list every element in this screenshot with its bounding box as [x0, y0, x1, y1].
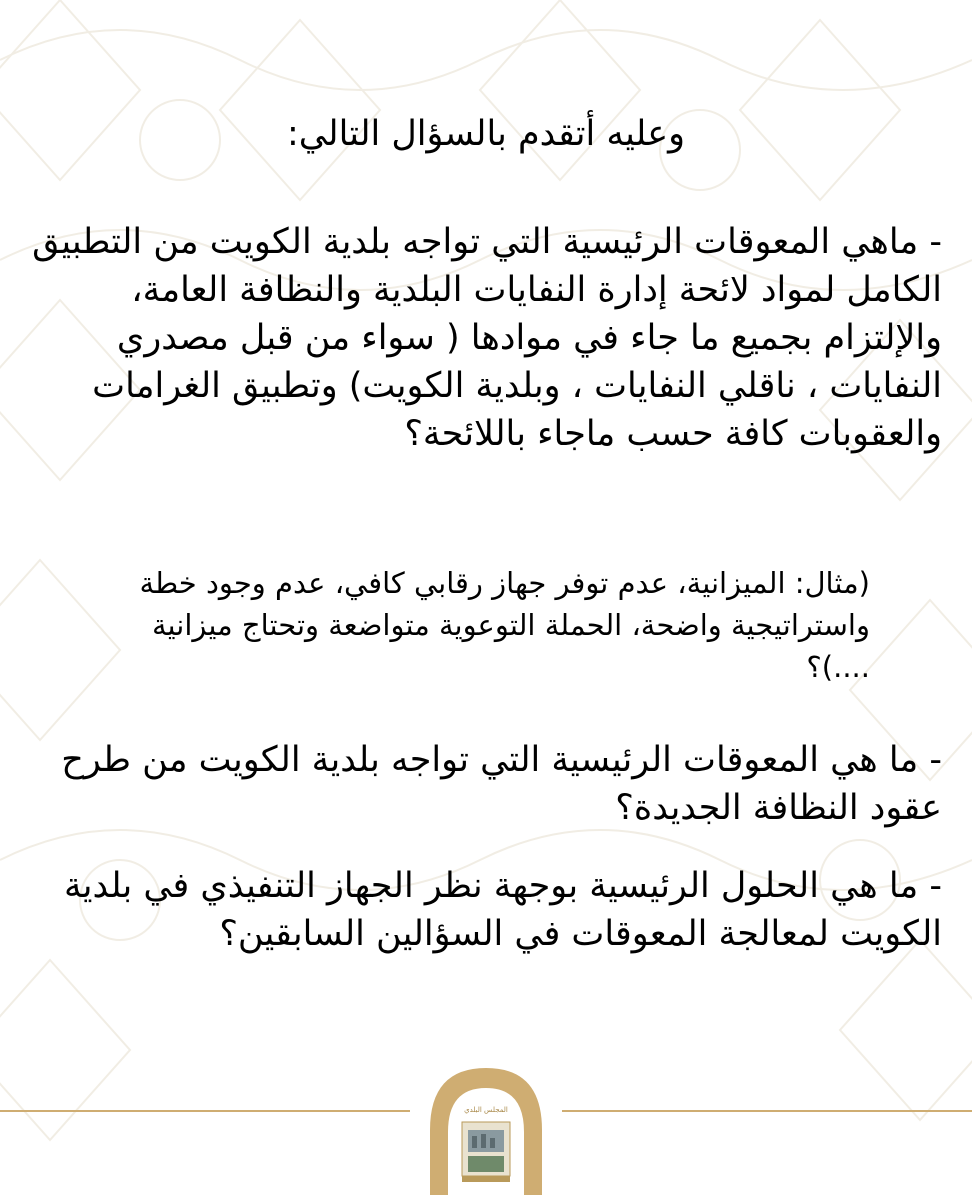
question-2: - ما هي المعوقات الرئيسية التي تواجه بلدية الكويت من طرح عقود النظافة الجديدة؟	[61, 740, 942, 828]
question-1: - ماهي المعوقات الرئيسية التي تواجه بلدية الكويت من التطبيق الكامل لمواد لائحة إدارة النفايات البلدية والنظافة العامة، والإلتزام بجميع ما جاء في موادها ( سواء من قبل مصدري النفايات ، ناقلي النفايات ، وبلدية الكويت) وتطبيق الغرامات والعقوبات كافة حسب ماجاء باللائحة؟	[32, 222, 942, 454]
municipal-council-logo	[420, 1060, 552, 1200]
svg-text:المجلس البلدي: المجلس البلدي	[464, 1106, 508, 1114]
footer	[0, 1060, 972, 1200]
question-3: - ما هي الحلول الرئيسية بوجهة نظر الجهاز التنفيذي في بلدية الكويت لمعالجة المعوقات في السؤالين السابقين؟	[63, 866, 942, 954]
example-note: (مثال: الميزانية، عدم توفر جهاز رقابي كافي، عدم وجود خطة واستراتيجية واضحة، الحملة التوعوية متواضعة وتحتاج ميزانية ....)؟	[139, 566, 870, 684]
footer-divider-right	[562, 1110, 972, 1112]
page-heading: وعليه أتقدم بالسؤال التالي:	[286, 114, 686, 154]
footer-divider-left	[0, 1110, 410, 1112]
